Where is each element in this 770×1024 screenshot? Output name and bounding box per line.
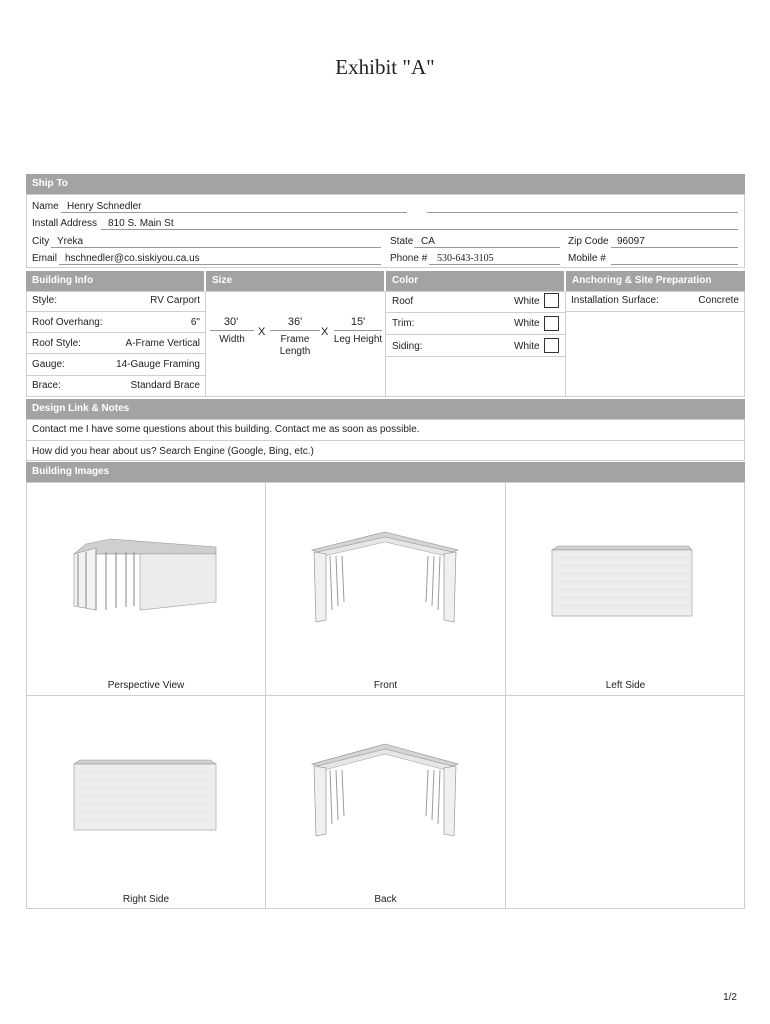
color-siding-label: Siding:: [392, 341, 423, 352]
perspective-view-caption: Perspective View: [107, 680, 185, 691]
length-value: 36': [287, 316, 303, 328]
empty-image-cell: [506, 696, 745, 909]
length-label: Frame Length: [279, 334, 311, 357]
width-value: 30': [223, 316, 239, 328]
perspective-view-image: [26, 482, 266, 672]
color-siding-value: White: [514, 341, 540, 352]
brace-value: Standard Brace: [130, 380, 200, 391]
building-images-header: Building Images: [26, 462, 745, 482]
height-label: Leg Height: [333, 334, 383, 345]
right-side-view-caption: Right Side: [122, 894, 170, 905]
left-side-view-cell[interactable]: [506, 482, 745, 695]
left-side-view-image: [506, 482, 745, 672]
zip-value[interactable]: 96097: [617, 236, 645, 247]
name-label: Name: [32, 201, 59, 212]
installation-surface-label: Installation Surface:: [571, 295, 659, 306]
back-view-cell[interactable]: [266, 696, 505, 909]
city-label: City: [32, 236, 50, 247]
phone-value[interactable]: 530-643-3105: [437, 253, 494, 264]
color-roof-label: Roof: [392, 296, 414, 307]
notes-line-2: How did you hear about us? Search Engine (Google, Bing, etc.): [32, 446, 314, 457]
notes-header: Design Link & Notes: [26, 399, 745, 419]
exhibit-title: Exhibit "A": [335, 55, 435, 79]
size-header: Size: [206, 271, 384, 291]
style-label: Style:: [32, 295, 58, 306]
roof-overhang-value: 6": [190, 317, 200, 328]
right-side-view-cell[interactable]: [26, 696, 266, 909]
email-value[interactable]: hschnedler@co.siskiyou.ca.us: [65, 253, 200, 264]
color-trim-value: White: [514, 318, 540, 329]
color-header: Color: [386, 271, 564, 291]
mobile-label: Mobile #: [568, 253, 606, 264]
width-label: Width: [219, 334, 245, 345]
building-info-header: Building Info: [26, 271, 204, 291]
city-value[interactable]: Yreka: [57, 236, 84, 247]
color-siding-swatch[interactable]: [544, 338, 559, 353]
brace-label: Brace:: [32, 380, 61, 391]
gauge-label: Gauge:: [32, 359, 65, 370]
front-view-caption: Front: [373, 680, 398, 691]
size-x-2: X: [321, 326, 329, 338]
front-view-cell[interactable]: [266, 482, 505, 695]
ship-to-section: [26, 194, 745, 268]
zip-label: Zip Code: [568, 236, 609, 247]
back-view-image: [266, 696, 505, 886]
style-value: RV Carport: [150, 295, 200, 306]
perspective-view-cell[interactable]: [26, 482, 266, 695]
roof-style-label: Roof Style:: [32, 338, 81, 349]
state-value[interactable]: CA: [421, 236, 435, 247]
roof-overhang-label: Roof Overhang:: [32, 317, 103, 328]
color-trim-swatch[interactable]: [544, 316, 559, 331]
front-view-image: [266, 482, 505, 672]
phone-label: Phone #: [390, 253, 428, 264]
gauge-value: 14-Gauge Framing: [116, 359, 200, 370]
anchoring-header: Anchoring & Site Preparation: [566, 271, 745, 291]
back-view-caption: Back: [374, 894, 397, 905]
state-label: State: [390, 236, 414, 247]
right-side-view-image: [26, 696, 266, 886]
size-x-1: X: [258, 326, 266, 338]
height-value: 15': [350, 316, 366, 328]
email-label: Email: [32, 253, 58, 264]
page-number: 1/2: [723, 992, 737, 1003]
installation-surface-value: Concrete: [698, 295, 739, 306]
address-value[interactable]: 810 S. Main St: [108, 218, 174, 229]
roof-style-value: A-Frame Vertical: [125, 338, 200, 349]
color-roof-value: White: [514, 296, 540, 307]
notes-line-1: Contact me I have some questions about this building. Contact me as soon as possible.: [32, 424, 420, 435]
address-label: Install Address: [32, 218, 98, 229]
name-value[interactable]: Henry Schnedler: [67, 201, 142, 212]
color-trim-label: Trim:: [392, 318, 415, 329]
color-roof-swatch[interactable]: [544, 293, 559, 308]
ship-to-header: Ship To: [26, 174, 745, 194]
left-side-view-caption: Left Side: [605, 680, 646, 691]
